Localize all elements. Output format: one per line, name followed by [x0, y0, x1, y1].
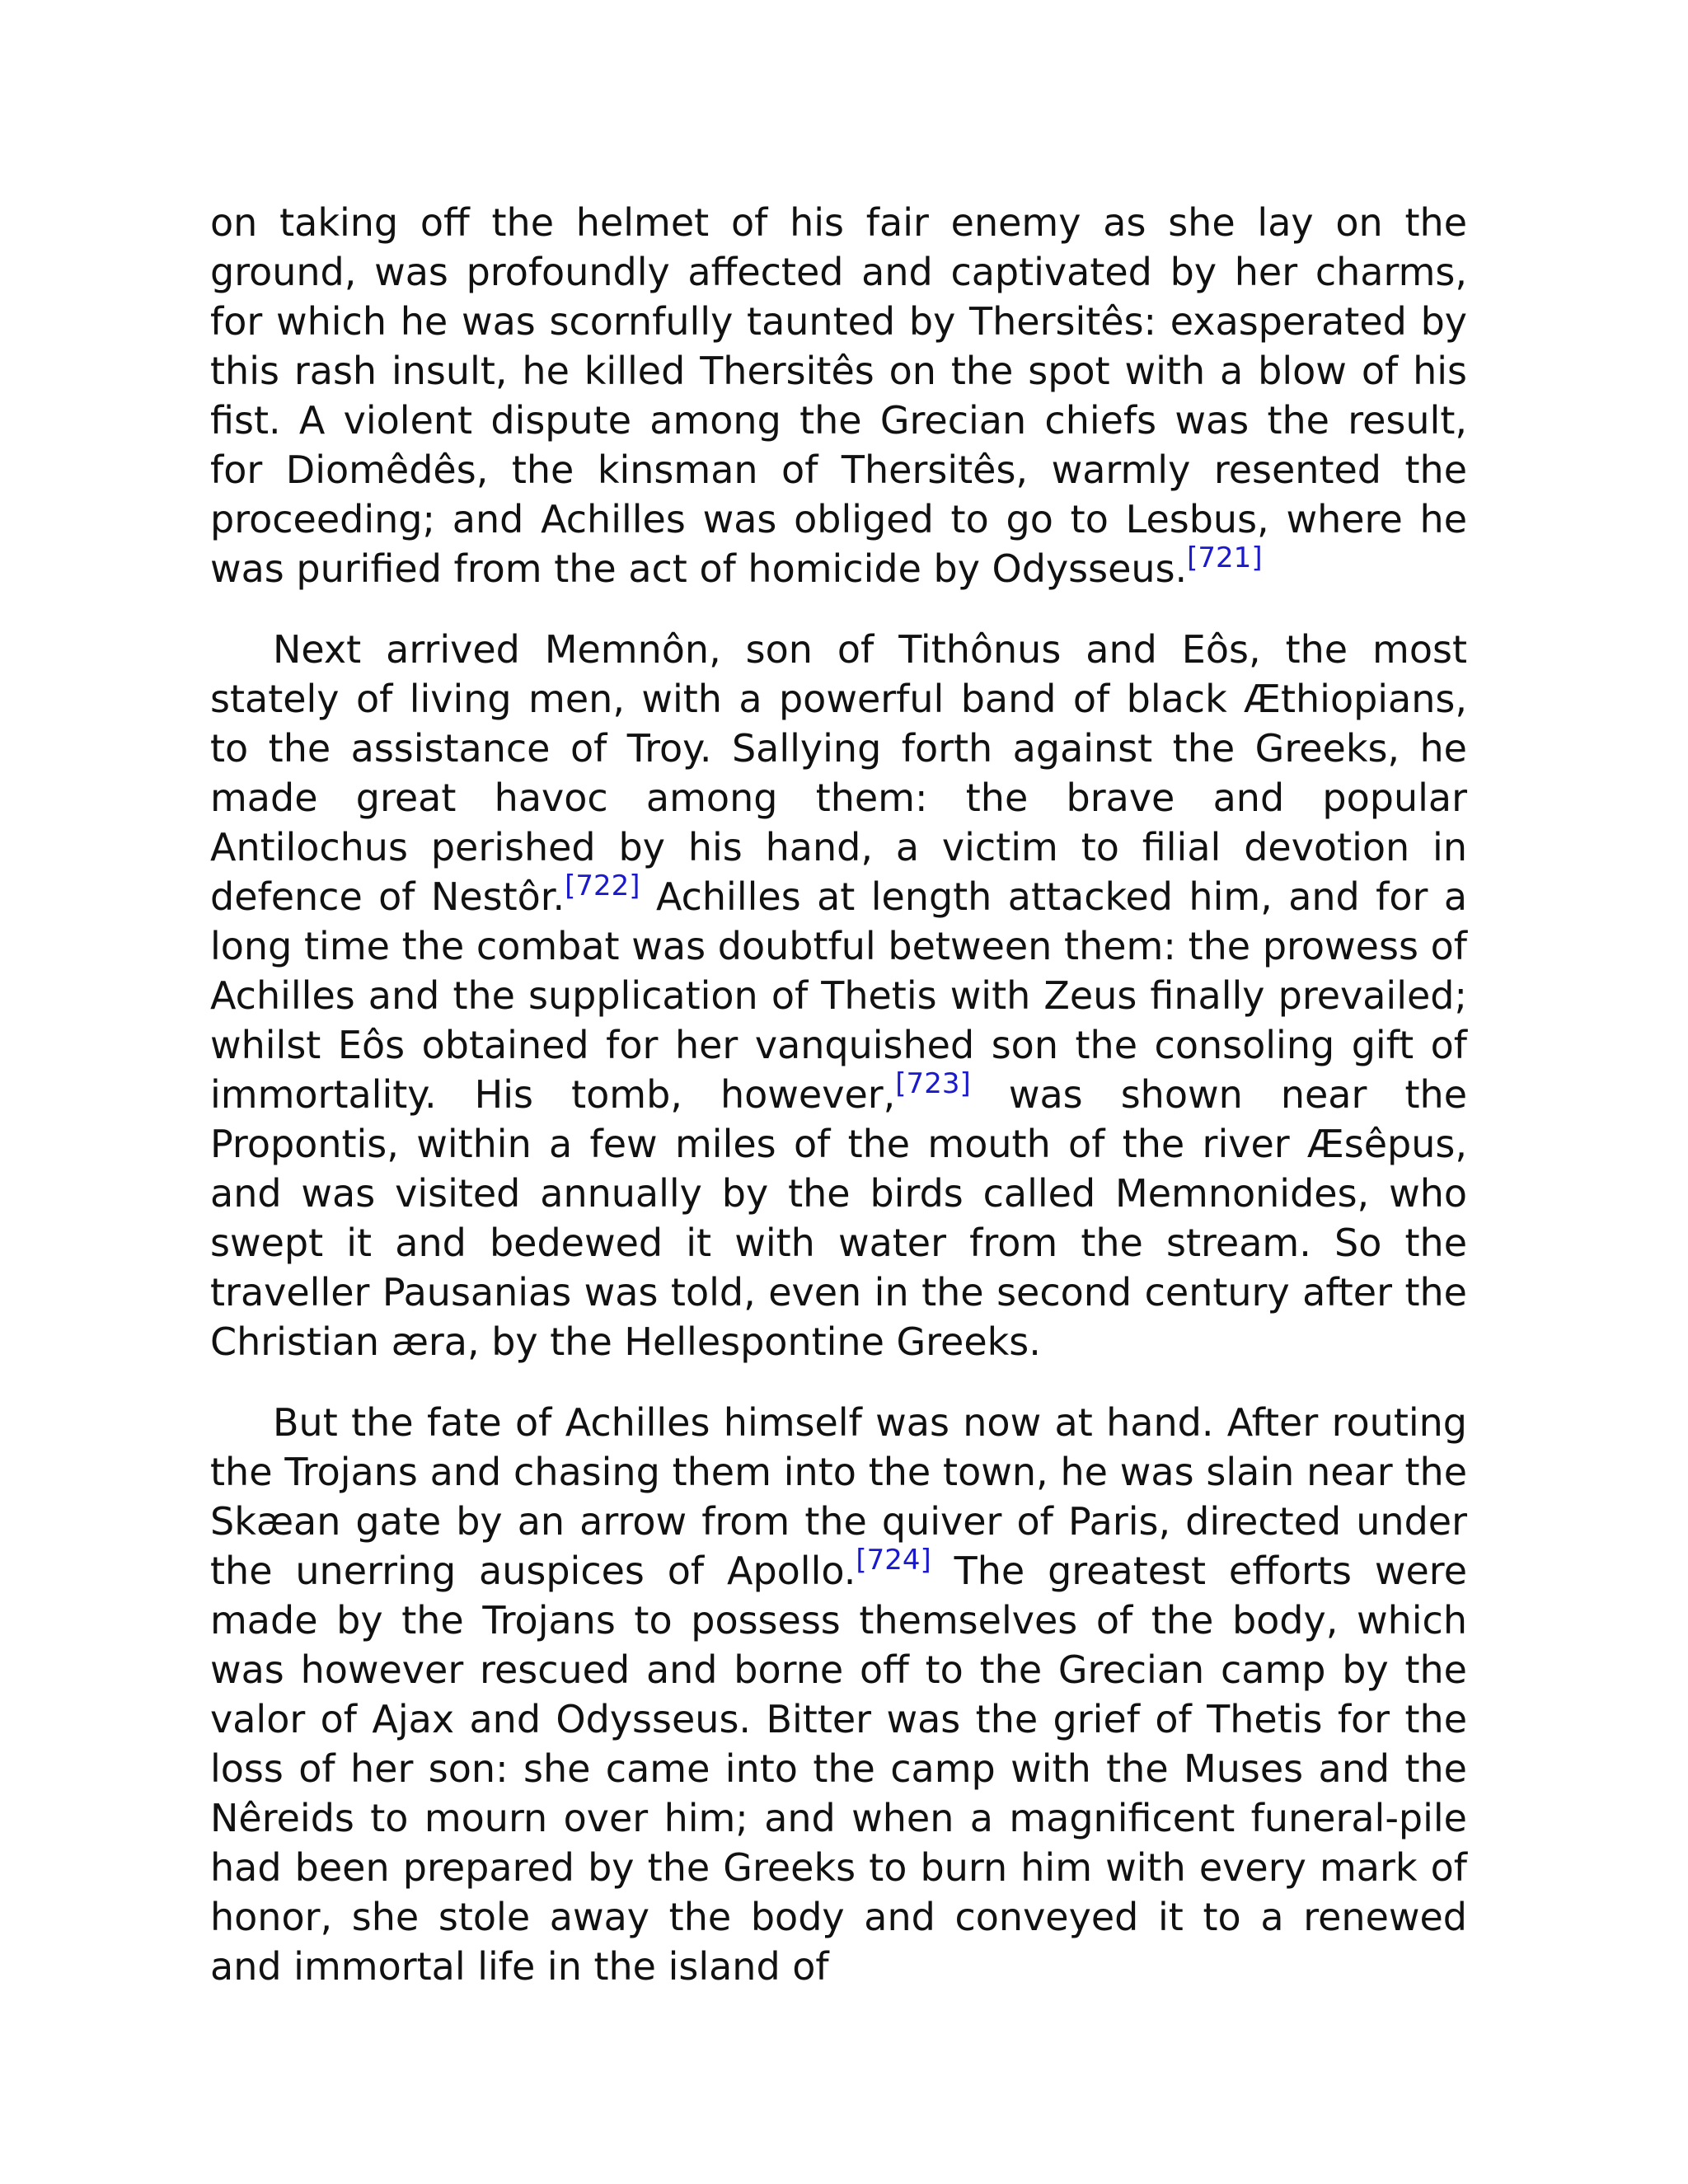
page-body — [210, 198, 1467, 2022]
paragraph-2 — [210, 625, 1467, 1366]
paragraph-text: Next arrived Memnôn, son of Tithônus and Eôs, the most stately of living men, with a powerful band of black Æthiopians, to the assistance of Troy. Sallying forth against the Greeks, he made great havoc among them: the brave and popular Antilochus perished by his hand, a victim to filial devotion in defence of Nestôr. — [210, 627, 1467, 919]
footnote-link-721[interactable]: [721] — [1187, 541, 1263, 574]
paragraph-3 — [210, 1398, 1467, 1991]
paragraph-text: Achilles at length attacked him, and for a long time the combat was doubtful between them: the prowess of Achilles and the supplication of Thetis with Zeus finally prevailed; whilst Eôs obtained for her vanquished son the consoling gift of immortality. His tomb, however, — [210, 874, 1468, 1117]
paragraph-1 — [210, 198, 1467, 593]
footnote-link-723[interactable]: [723] — [895, 1067, 971, 1100]
footnote-link-722[interactable]: [722] — [565, 869, 640, 902]
footnote-link-724[interactable]: [724] — [856, 1544, 931, 1577]
paragraph-text: was shown near the Propontis, within a few miles of the mouth of the river Æsêpus, and was visited annually by the birds called Memnonides, who swept it and bedewed it with water from the stream. So the traveller Pausanias was told, even in the second century after the Christian æra, by the Hellespontine Greeks. — [210, 1072, 1467, 1364]
paragraph-text: The greatest efforts were made by the Trojans to possess themselves of the body, which was however rescued and borne off to the Grecian camp by the valor of Ajax and Odysseus. Bitter was the grief of Thetis for the loss of her son: she came into the camp with the Muses and the Nêreids to mourn over him; and when a magnificent funeral-pile had been prepared by the Greeks to burn him with every mark of honor, she stole away the body and conveyed it to a renewed and immortal life in the island of — [210, 1549, 1467, 1989]
paragraph-text: on taking off the helmet of his fair enemy as she lay on the ground, was profoundly affected and captivated by her charms, for which he was scornfully taunted by Thersitês: exasperated by this rash insult, he killed Thersitês on the spot with a blow of his fist. A violent dispute among the Grecian chiefs was the result, for Diomêdês, the kinsman of Thersitês, warmly resented the proceeding; and Achilles was obliged to go to Lesbus, where he was purified from the act of homicide by Odysseus. — [210, 200, 1467, 591]
paragraph-text: But the fate of Achilles himself was now at hand. After routing the Trojans and chasing them into the town, he was slain near the Skæan gate by an arrow from the quiver of Paris, directed under the unerring auspices of Apollo. — [210, 1400, 1467, 1593]
